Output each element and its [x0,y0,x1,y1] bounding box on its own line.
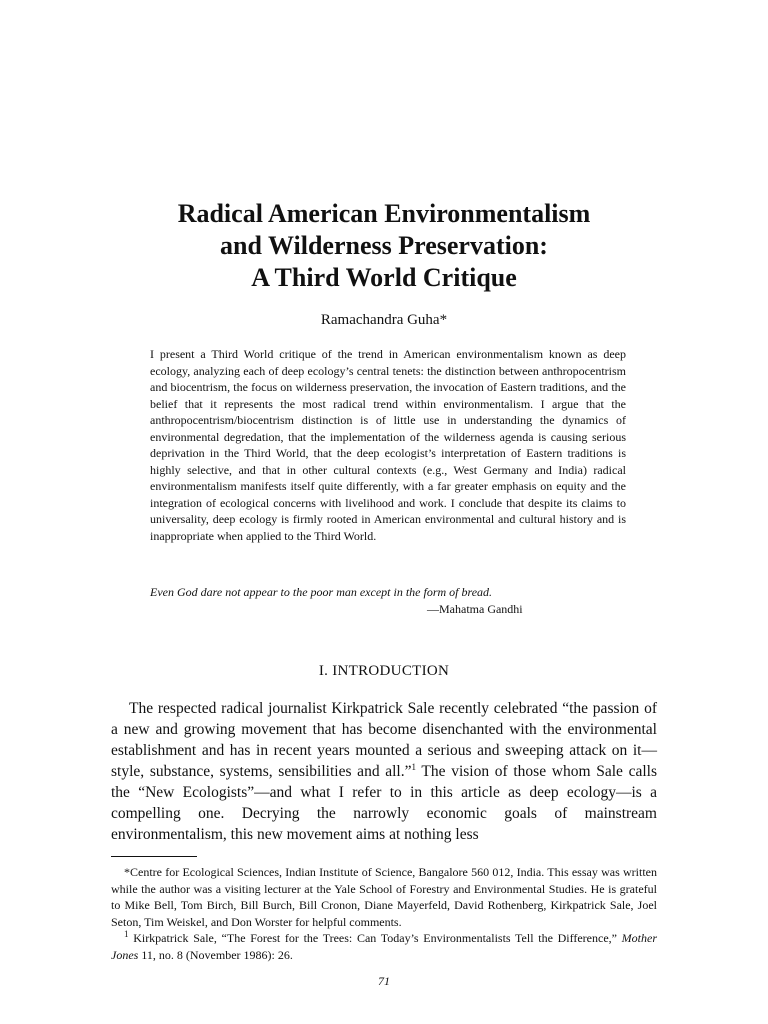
abstract [150,346,626,544]
body-paragraph [111,698,657,845]
body-paragraph-text: The respected radical journalist Kirkpatrick Sale recently celebrated “the passion of a new and growing movement that has become disenchanted with the environmental establishment and has in recent years mounted a serious and sweeping attack on it—style, substance, systems, sensibilities and all.” [111,700,657,780]
footnote-divider [111,856,197,857]
title-line-2: and Wilderness Preservation: [220,231,548,260]
author-name: Ramachandra Guha* [320,312,448,328]
title-line-1: Radical American Environmentalism [177,199,591,228]
epigraph [150,584,626,618]
section-heading: I. INTRODUCTION [318,663,450,679]
footnote-1-text: Kirkpatrick Sale, “The Forest for the Trees: Can Today’s Environmentalists Tell the Difference,” [128,931,622,945]
abstract-text: I present a Third World critique of the trend in American environmentalism known as deep ecology, analyzing each of deep ecology’s central tenets: the distinction between anthropocentrism and biocentrism, the focus on wilderness preservation, the invocation of Eastern traditions, and the belief that it represents the most radical trend within environmentalism. I argue that the anthropocentrism/biocentrism distinction is of little use in understanding the dynamics of environmental degredation, that the implementation of the wilderness agenda is causing serious deprivation in the Third World, that the deep ecologist’s interpretation of Eastern traditions is highly selective, and that in other cultural contexts (e.g., West Germany and India) radical environmentalism manifests itself quite differently, with a far greater emphasis on equity and the integration of ecological concerns with livelihood and work. I conclude that despite its claims to universality, deep ecology is firmly rooted in American environmental and cultural history and is inappropriate when applied to the Third World. [150,347,626,543]
epigraph-quote: Even God dare not appear to the poor man except in the form of bread. [150,585,493,599]
footnotes [111,864,657,963]
footnote-1-mark: 1 [124,929,129,939]
body-text [111,698,657,845]
title-line-3: A Third World Critique [251,263,517,292]
epigraph-attribution: —Mahatma Gandhi [427,602,523,616]
footnote-1-journal: Mother Jones [111,931,657,962]
footnote-1-rest: 11, no. 8 (November 1986): 26. [138,947,293,962]
page-number: 71 [378,974,390,988]
footnote-author-note: *Centre for Ecological Sciences, Indian Institute of Science, Bangalore 560 012, India. This essay was written while the author was a visiting lecturer at the Yale School of Forestry and Environmental Studies. He is grateful to Mike Bell, Tom Birch, Bill Burch, Bill Cronon, Diane Mayerfeld, David Rothenberg, Kirkpatrick Sale, Joel Seton, Tim Weiskel, and Don Worster for helpful comments. [111,865,657,929]
footnote-reference: 1 [411,761,416,772]
article-title [0,198,768,294]
footnote-1 [111,930,657,963]
body-paragraph-continuation: The vision of those whom Sale calls the “New Ecologists”—and what I refer to in this article as deep ecology—is a compelling one. Decrying the narrowly economic goals of mainstream environmentalism, this new movement aims at nothing less [111,763,657,843]
